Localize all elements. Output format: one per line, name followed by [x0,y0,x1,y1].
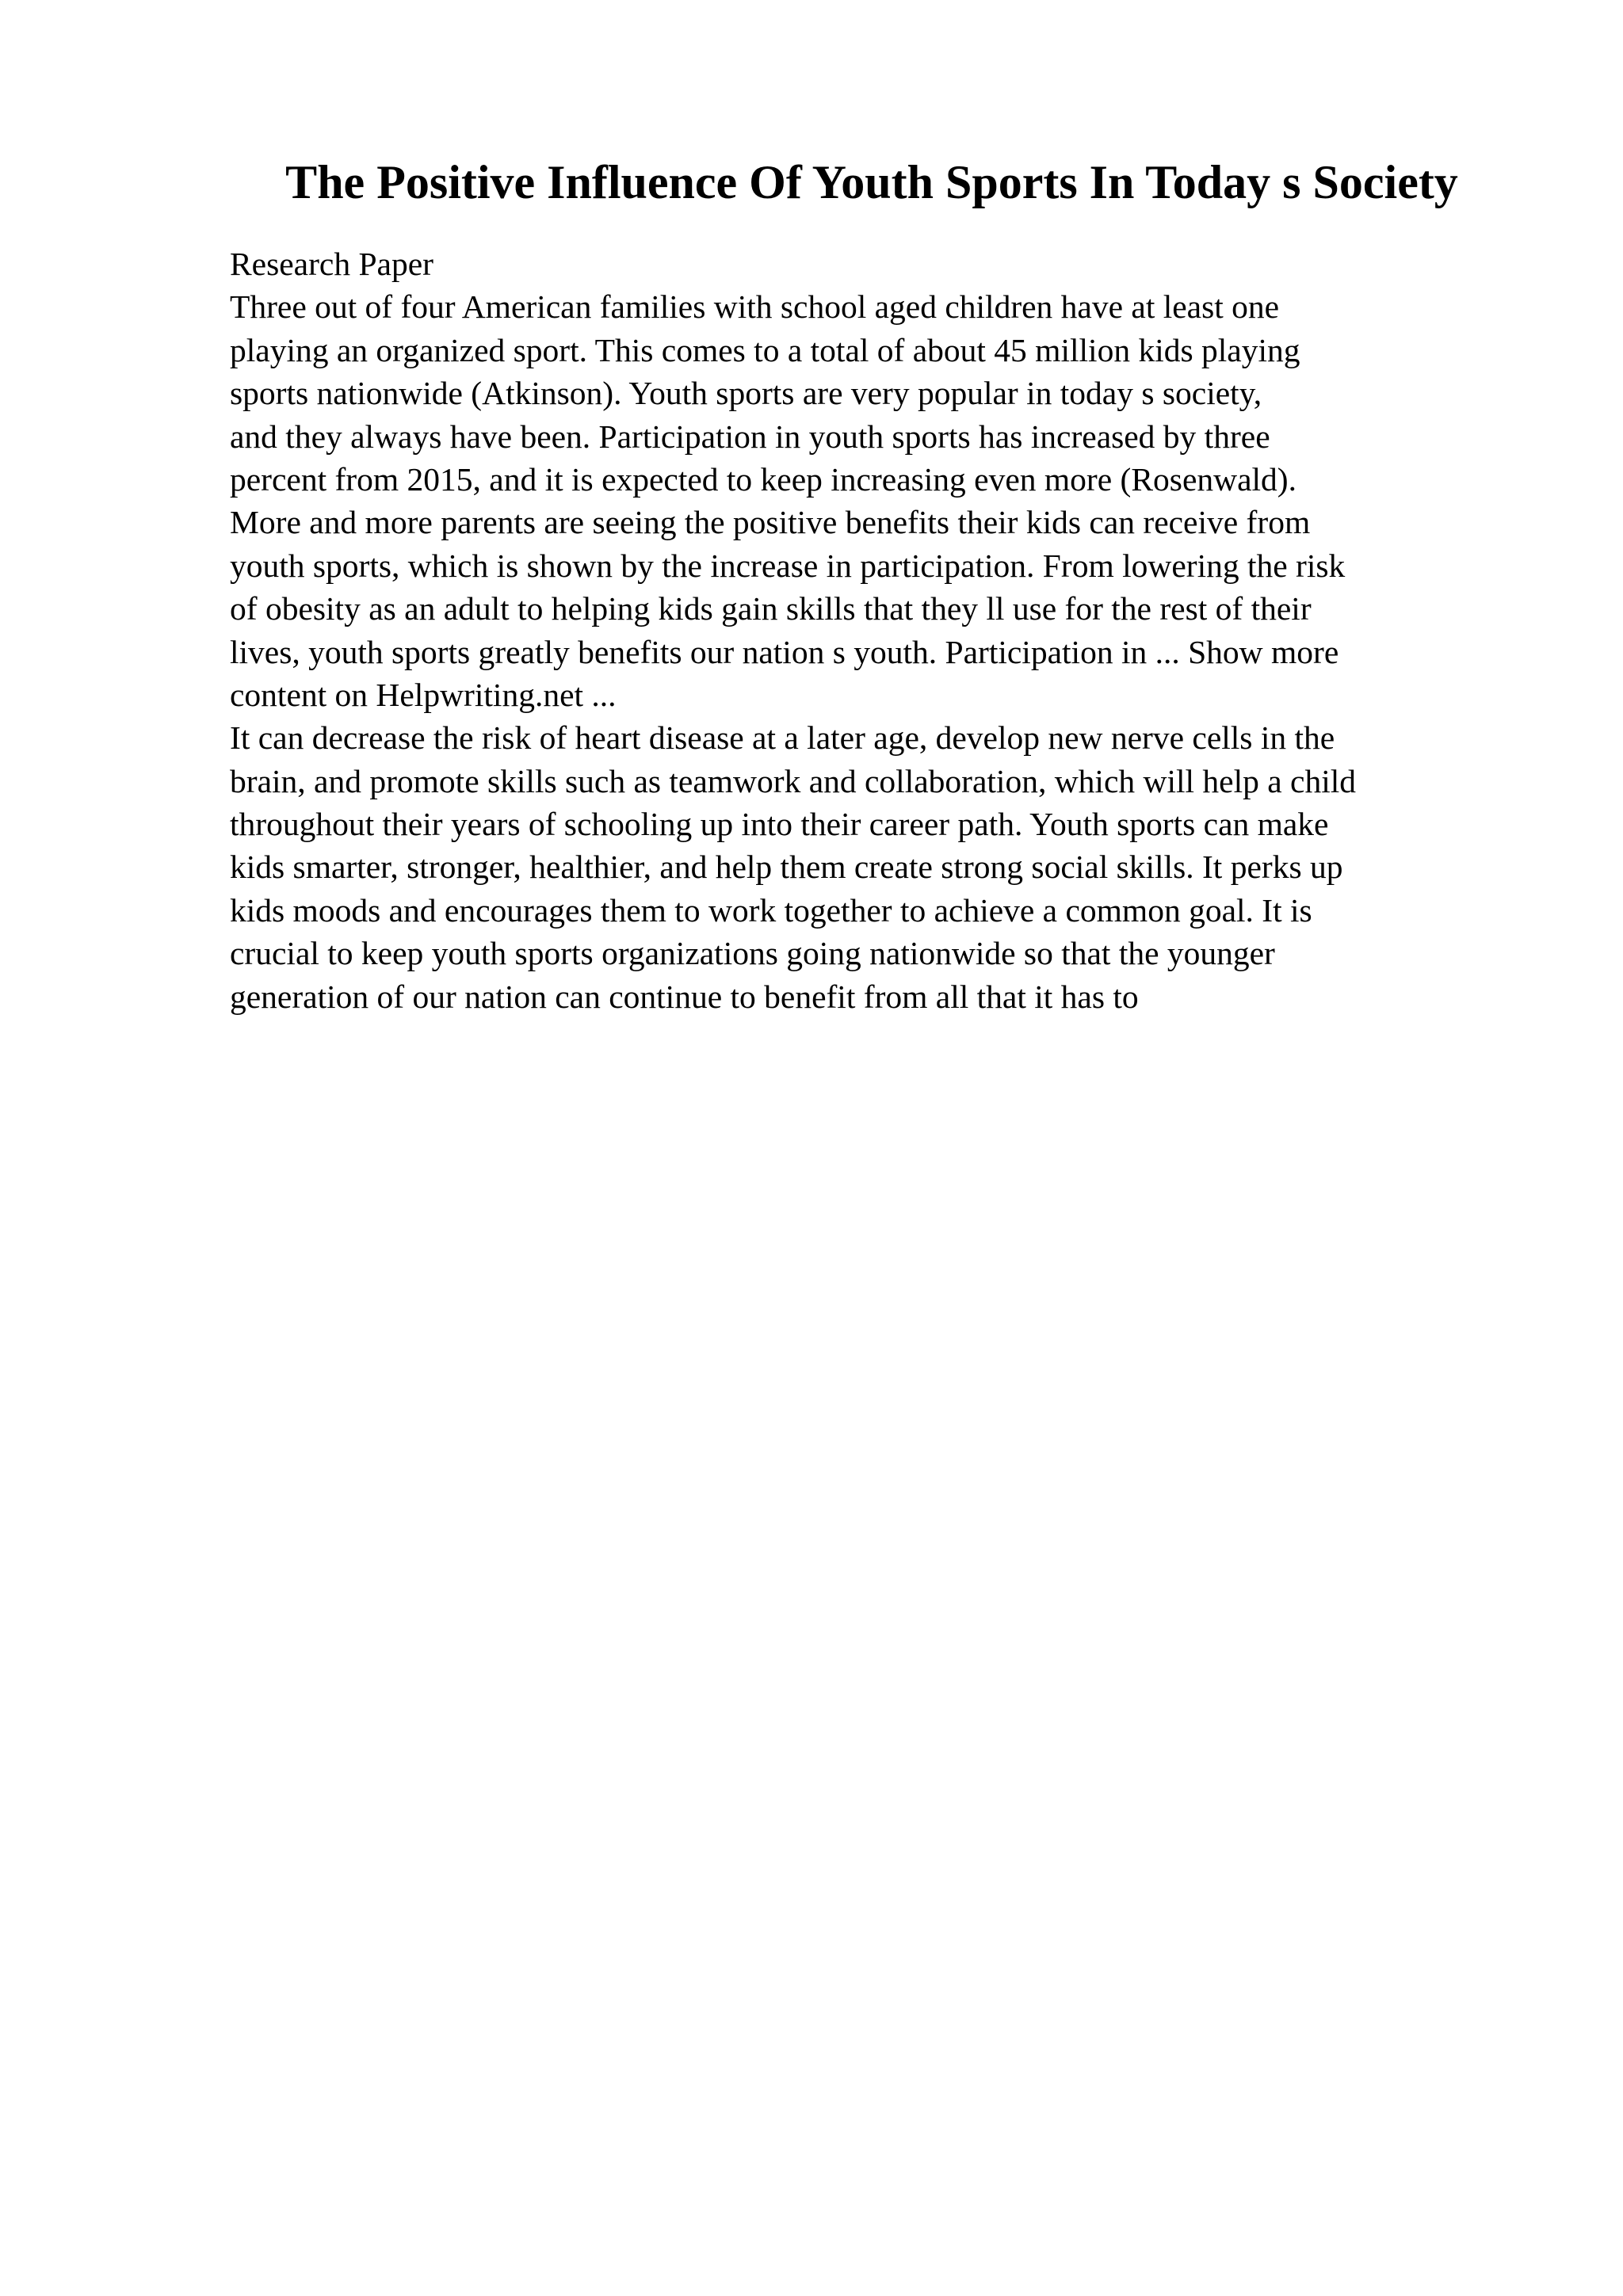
document-subtitle: Research Paper [230,246,433,282]
paragraph-line: generation of our nation can continue to benefit from all that it has to [230,978,1139,1015]
paragraph-line: kids moods and encourages them to work together to achieve a common goal. It is [230,891,1312,929]
paragraph-line: It can decrease the risk of heart disease at a later age, develop new nerve cells in the [230,719,1335,757]
paragraph-line: More and more parents are seeing the positive benefits their kids can receive from [230,504,1311,541]
paragraph-line: playing an organized sport. This comes to a total of about 45 million kids playing [230,331,1300,368]
document-title: The Positive Influence Of Youth Sports In Today s Society [285,156,1458,208]
paragraph-line: and they always have been. Participation in youth sports has increased by three [230,418,1270,455]
paragraph-line: lives, youth sports greatly benefits our nation s youth. Participation in ... Show more [230,633,1339,670]
paragraph-line: percent from 2015, and it is expected to keep increasing even more (Rosenwald). [230,460,1296,498]
paragraph-line: kids smarter, stronger, healthier, and help them create strong social skills. It perks up [230,849,1343,886]
paragraph-line: of obesity as an adult to helping kids gain skills that they ll use for the rest of their [230,590,1312,627]
document-body [230,242,1529,1018]
paragraph-line: throughout their years of schooling up into their career path. Youth sports can make [230,806,1329,843]
paragraph-line: crucial to keep youth sports organizations going nationwide so that the younger [230,935,1275,972]
paragraph-line: content on Helpwriting.net ... [230,676,617,713]
paragraph-2 [230,716,1529,1018]
paragraph-line: youth sports, which is shown by the increase in participation. From lowering the risk [230,547,1346,584]
paragraph-line: sports nationwide (Atkinson). Youth sports are very popular in today s society, [230,375,1262,412]
paragraph-line: brain, and promote skills such as teamwork and collaboration, which will help a child [230,762,1357,799]
paragraph-line: Three out of four American families with school aged children have at least one [230,288,1280,326]
paragraph-1 [230,285,1529,716]
